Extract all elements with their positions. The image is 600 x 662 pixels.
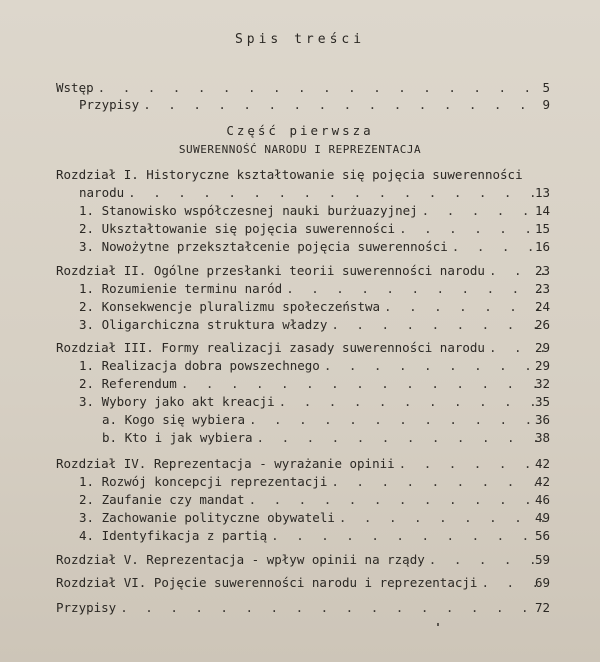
leader-dots bbox=[279, 394, 546, 409]
toc-entry bbox=[79, 299, 550, 317]
toc-entry-page: 32 bbox=[534, 376, 550, 391]
toc-entry-page: 72 bbox=[534, 600, 550, 615]
leader-dots bbox=[331, 317, 546, 332]
toc-entry-label: Przypisy bbox=[56, 600, 117, 615]
toc-entry-page: 5 bbox=[542, 80, 550, 95]
chapter-title-line: Rozdział VI. Pojęcie suwerenności narodu i reprezentacji bbox=[56, 575, 478, 590]
chapter-title-line: Rozdział II. Ogólne przesłanki teorii suwerenności narodu bbox=[56, 263, 485, 278]
leader-dots bbox=[271, 528, 546, 543]
ink-mark bbox=[437, 623, 439, 626]
toc-entry-notes bbox=[79, 97, 550, 115]
toc-entry-label: 1. Stanowisko współczesnej nauki burżuazyjnej bbox=[79, 203, 418, 218]
toc-entry bbox=[79, 474, 550, 492]
part-title: Część pierwsza bbox=[226, 123, 374, 138]
toc-entry-page: 16 bbox=[534, 239, 550, 254]
toc-entry-page: 38 bbox=[534, 430, 550, 445]
toc-entry bbox=[79, 239, 550, 257]
toc-entry-label: b. Kto i jak wybiera bbox=[102, 430, 253, 445]
toc-entry-label: 1. Rozwój koncepcji reprezentacji bbox=[79, 474, 328, 489]
toc-entry-intro bbox=[56, 80, 550, 98]
chapter-2-title bbox=[56, 263, 550, 281]
toc-entry-label: 2. Konsekwencje pluralizmu społeczeństwa bbox=[79, 299, 381, 314]
toc-entry-page: 49 bbox=[534, 510, 550, 525]
toc-entry-page: 46 bbox=[534, 492, 550, 507]
toc-entry-page: 9 bbox=[542, 97, 550, 112]
toc-entry-label: a. Kogo się wybiera bbox=[102, 412, 245, 427]
toc-entry-label: 3. Wybory jako akt kreacji bbox=[79, 394, 275, 409]
toc-entry-page: 29 bbox=[534, 340, 550, 355]
toc-subentry bbox=[102, 412, 550, 430]
chapter-title-line: Rozdział IV. Reprezentacja - wyrażanie opinii bbox=[56, 456, 395, 471]
toc-entry-page: 23 bbox=[534, 281, 550, 296]
toc-entry-page: 13 bbox=[534, 185, 550, 200]
chapter-title-line: narodu bbox=[79, 185, 125, 200]
toc-entry bbox=[79, 317, 550, 335]
toc-entry bbox=[79, 510, 550, 528]
leader-dots bbox=[249, 412, 546, 427]
toc-entry bbox=[79, 221, 550, 239]
toc-entry-page: 24 bbox=[534, 299, 550, 314]
toc-entry-page: 23 bbox=[534, 263, 550, 278]
toc-entry-page: 42 bbox=[534, 474, 550, 489]
toc-entry-page: 56 bbox=[534, 528, 550, 543]
toc-entry-label: 2. Ukształtowanie się pojęcia suwerenności bbox=[79, 221, 396, 236]
leader-dots bbox=[143, 97, 546, 112]
toc-entry-page: 36 bbox=[534, 412, 550, 427]
chapter-1-title bbox=[56, 167, 550, 185]
toc-entry-label: 1. Rozumienie terminu naród bbox=[79, 281, 283, 296]
chapter-5-title bbox=[56, 552, 550, 570]
part-subtitle: SUWERENNOŚĆ NARODU I REPREZENTACJA bbox=[178, 143, 422, 156]
toc-entry bbox=[79, 281, 550, 299]
leader-dots bbox=[286, 281, 546, 296]
toc-entry-page: 15 bbox=[534, 221, 550, 236]
chapter-1-title-cont bbox=[79, 185, 550, 203]
chapter-3-title bbox=[56, 340, 550, 358]
toc-entry bbox=[79, 376, 550, 394]
toc-entry-label: 2. Zaufanie czy mandat bbox=[79, 492, 245, 507]
toc-entry bbox=[79, 528, 550, 546]
leader-dots bbox=[324, 358, 546, 373]
toc-entry-label: 3. Oligarchiczna struktura władzy bbox=[79, 317, 328, 332]
toc-entry-page: 42 bbox=[534, 456, 550, 471]
leader-dots bbox=[257, 430, 546, 445]
leader-dots bbox=[249, 492, 546, 507]
leader-dots bbox=[128, 185, 546, 200]
toc-subentry bbox=[102, 430, 550, 448]
toc-entry bbox=[79, 203, 550, 221]
toc-entry bbox=[79, 492, 550, 510]
toc-entry-footnotes bbox=[56, 600, 550, 618]
toc-entry-label: 3. Zachowanie polityczne obywateli bbox=[79, 510, 335, 525]
toc-entry-label: Przypisy bbox=[79, 97, 140, 112]
leader-dots bbox=[339, 510, 546, 525]
chapter-6-title bbox=[56, 575, 550, 593]
chapter-title-line: Rozdział I. Historyczne kształtowanie się pojęcia suwerenności bbox=[56, 167, 523, 182]
toc-entry-page: 69 bbox=[534, 575, 550, 590]
page-title: Spis treści bbox=[234, 32, 366, 47]
toc-entry-page: 35 bbox=[534, 394, 550, 409]
leader-dots bbox=[98, 80, 546, 95]
toc-entry bbox=[79, 358, 550, 376]
chapter-title-line: Rozdział III. Formy realizacji zasady suwerenności narodu bbox=[56, 340, 485, 355]
chapter-4-title bbox=[56, 456, 550, 474]
toc-entry-page: 59 bbox=[534, 552, 550, 567]
leader-dots bbox=[120, 600, 546, 615]
toc-entry-label: 4. Identyfikacja z partią bbox=[79, 528, 268, 543]
leader-dots bbox=[181, 376, 546, 391]
toc-entry-page: 14 bbox=[534, 203, 550, 218]
chapter-title-line: Rozdział V. Reprezentacja - wpływ opinii na rządy bbox=[56, 552, 425, 567]
toc-entry-page: 26 bbox=[534, 317, 550, 332]
leader-dots bbox=[331, 474, 546, 489]
toc-entry bbox=[79, 394, 550, 412]
toc-entry-page: 29 bbox=[534, 358, 550, 373]
toc-entry-label: 3. Nowożytne przekształcenie pojęcia suwerenności bbox=[79, 239, 448, 254]
toc-entry-label: 2. Referendum bbox=[79, 376, 177, 391]
toc-entry-label: 1. Realizacja dobra powszechnego bbox=[79, 358, 320, 373]
toc-entry-label: Wstęp bbox=[56, 80, 94, 95]
